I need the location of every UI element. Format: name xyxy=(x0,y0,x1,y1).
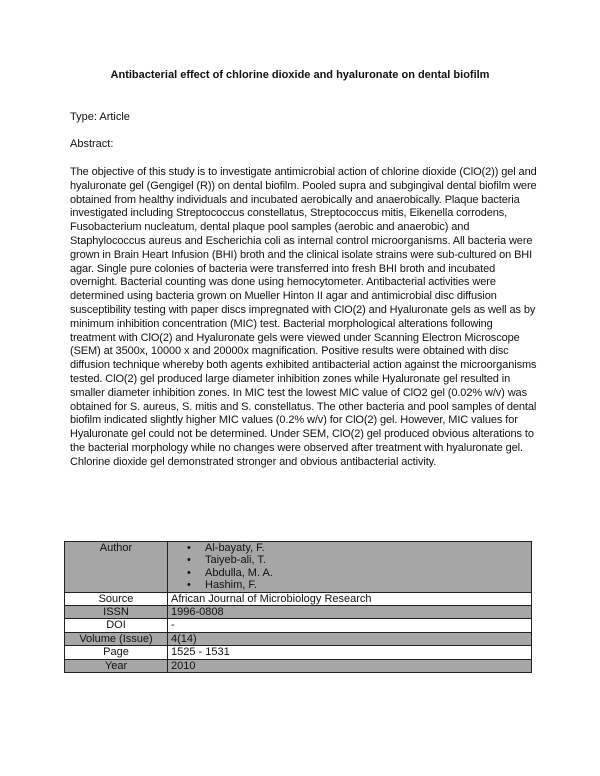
volume-value: 4(14) xyxy=(168,632,532,645)
year-label: Year xyxy=(65,659,168,672)
issn-value: 1996-0808 xyxy=(168,606,532,619)
abstract-text: The objective of this study is to investigate antimicrobial action of chlorine dioxide (ClO(2)) gel and hyaluronate gel (Gengigel (R)) on dental biofilm. Pooled supra and subgingival dental biofilm were obtained from healthy individuals and incubated aerobically and anaerobically. Plaque bacteria investigated including Streptococcus constellatus, Streptococcus mitis, Eikenella corrodens, Fusobacterium nucleatum, dental plaque pool samples (aerobic and anaerobic) and Staphylococcus aureus and Escherichia coli as internal control microorganisms. All bacteria were grown in Brain Heart Infusion (BHI) broth and the clinical isolate strains were sub-cultured on BHI agar. Single pure colonies of bacteria were transferred into fresh BHI broth and incubated overnight. Bacterial counting was done using hemocytometer. Antibacterial activities were determined using bacteria grown on Mueller Hinton II agar and antimicrobial disc diffusion susceptibility testing with paper discs impregnated with ClO(2) and Hyaluronate gels as well as by minimum inhibition concentration (MIC) test. Bacterial morphological alterations following treatment with ClO(2) and Hyaluronate gels were viewed under Scanning Electron Microscope (SEM) at 3500x, 10000 x and 20000x magnification. Positive results were obtained with disc diffusion technique whereby both agents exhibited antibacterial action against the microorganisms tested. ClO(2) gel produced large diameter inhibition zones while Hyaluronate gel resulted in smaller diameter inhibition zones. In MIC test the lowest MIC value of ClO2 gel (0.02% w/v) was obtained for S. aureus, S. mitis and S. constellatus. The other bacteria and pool samples of dental biofilm indicated slightly higher MIC values (0.2% w/v) for ClO(2) gel. However, MIC values for Hyaluronate gel could not be determined. Under SEM, ClO(2) gel produced obvious alterations to the bacterial morphology while no changes were observed after treatment with hyaluronate gel. Chlorine dioxide gel demonstrated stronger and obvious antibacterial activity. xyxy=(70,166,537,468)
bullet: • xyxy=(187,542,191,554)
year-value: 2010 xyxy=(168,659,532,672)
author-name: Hashim, F. xyxy=(205,579,257,592)
author-item xyxy=(171,579,528,591)
source-value: African Journal of Microbiology Research xyxy=(168,592,532,605)
table-row-issn xyxy=(65,606,532,619)
doi-label: DOI xyxy=(65,619,168,632)
author-list xyxy=(171,542,528,592)
volume-label: Volume (Issue) xyxy=(65,632,168,645)
document-title: Antibacterial effect of chlorine dioxide and hyaluronate on dental biofilm xyxy=(110,69,490,81)
type-line: Type: Article xyxy=(70,111,130,123)
table-row-doi xyxy=(65,619,532,632)
author-list-cell xyxy=(168,542,532,593)
bullet: • xyxy=(187,579,191,592)
metadata-table xyxy=(64,541,532,673)
table-row-page xyxy=(65,646,532,659)
author-name: Taiyeb-ali, T. xyxy=(205,554,266,567)
author-item xyxy=(171,542,528,554)
source-label: Source xyxy=(65,592,168,605)
page-label: Page xyxy=(65,646,168,659)
table-row-volume xyxy=(65,632,532,645)
author-name: Al-bayaty, F. xyxy=(205,542,265,554)
page-value: 1525 - 1531 xyxy=(168,646,532,659)
abstract-label: Abstract: xyxy=(70,138,114,150)
table-row-author xyxy=(65,542,532,593)
doi-value: - xyxy=(168,619,532,632)
author-item xyxy=(171,567,528,579)
table-row-source xyxy=(65,592,532,605)
table-row-year xyxy=(65,659,532,672)
bullet: • xyxy=(187,554,191,567)
author-item xyxy=(171,554,528,566)
issn-label: ISSN xyxy=(65,606,168,619)
bullet: • xyxy=(187,566,191,579)
author-label: Author xyxy=(65,542,168,593)
author-name: Abdulla, M. A. xyxy=(205,566,273,579)
